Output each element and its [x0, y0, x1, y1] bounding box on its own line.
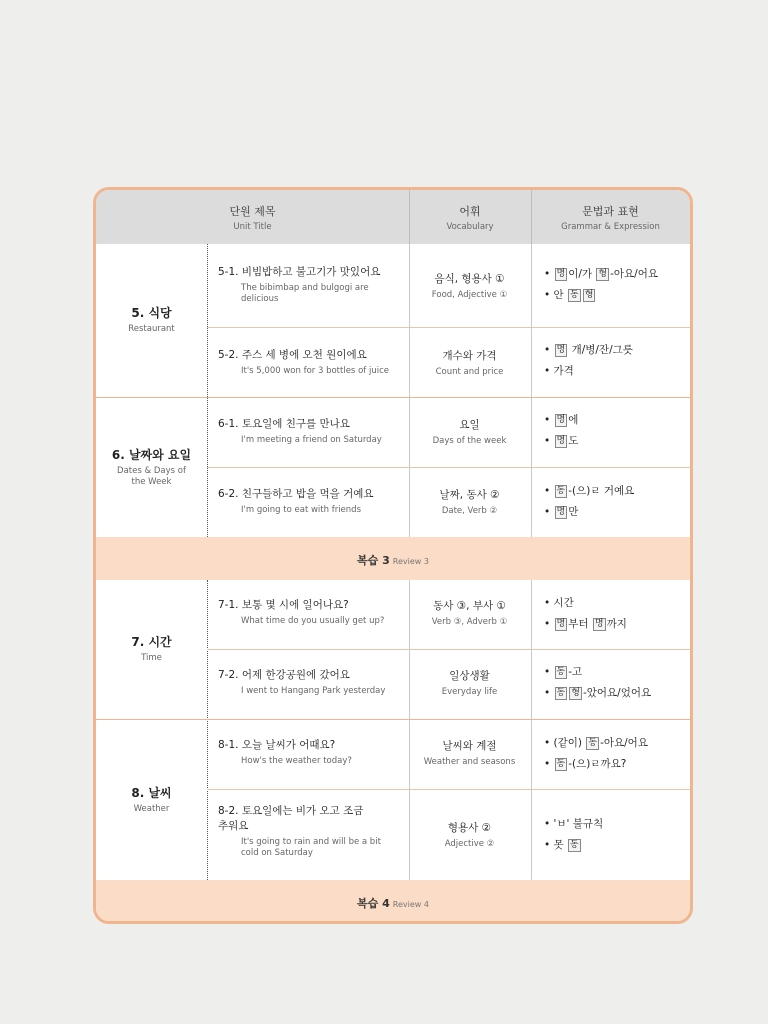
- vocab-ko: 일상생활: [449, 670, 490, 682]
- vocab-ko: 날짜, 동사 ②: [439, 489, 500, 501]
- grammar-text: • (같이): [544, 737, 586, 749]
- row-divider: [207, 327, 690, 328]
- column-divider: [531, 244, 532, 537]
- review-title-ko: 복습 4: [357, 897, 390, 910]
- vocab-en: Days of the week: [432, 436, 507, 446]
- unit-title-ko: 6. 날짜와 요일: [111, 448, 192, 462]
- unit-divider: [96, 397, 690, 398]
- grammar-line: [544, 683, 684, 704]
- grammar-text: •: [544, 344, 554, 356]
- grammar-text: 부터: [568, 618, 592, 630]
- review-3-band: [96, 537, 690, 580]
- grammar-text: •: [544, 414, 554, 426]
- grammar-text: -아요/어요: [600, 737, 648, 749]
- header-grammar: [531, 190, 690, 244]
- table-of-contents: [93, 187, 693, 924]
- grammar-line: [544, 481, 684, 502]
- unit-title-ko: 7. 시간: [131, 635, 172, 649]
- header-unit-title: [96, 190, 409, 244]
- vocab-8-1: [409, 738, 530, 767]
- lesson-5-2: [218, 348, 398, 377]
- grammar-line: [544, 754, 684, 775]
- part-of-speech-tag: 명: [556, 345, 566, 355]
- lesson-title-ko: 5-1. 비빔밥하고 불고기가 맛있어요: [218, 266, 381, 278]
- lesson-title-ko: 8-1. 오늘 날씨가 어때요?: [218, 739, 336, 751]
- vocab-6-1: [409, 417, 530, 446]
- vocab-ko: 형용사 ②: [447, 822, 492, 834]
- vocab-6-2: [409, 487, 530, 516]
- lesson-title-ko: 7-2. 어제 한강공원에 갔어요: [218, 669, 350, 681]
- grammar-text: • 'ㅂ' 불규칙: [544, 818, 604, 830]
- grammar-line: [544, 410, 684, 431]
- vocab-en: Count and price: [435, 367, 504, 377]
- grammar-text: -(으)ㄹ 거예요: [568, 485, 635, 497]
- lesson-title-en: What time do you usually get up?: [241, 616, 385, 626]
- header-divider: [409, 190, 410, 244]
- lesson-8-1: [218, 738, 398, 767]
- header-unit-title-en: Unit Title: [233, 222, 272, 232]
- lesson-title-en: It's going to rain and will be a bit cold on Saturday: [241, 837, 381, 858]
- grammar-text: -아요/어요: [610, 268, 659, 280]
- lesson-7-1: [218, 598, 398, 627]
- part-of-speech-tag: 명: [556, 415, 566, 425]
- column-divider: [207, 244, 208, 537]
- vocab-8-2: [409, 820, 530, 849]
- unit-title-en: Dates & Days of the Week: [117, 466, 186, 487]
- lesson-title-en: It's 5,000 won for 3 bottles of juice: [241, 366, 389, 376]
- lesson-7-2: [218, 668, 398, 697]
- grammar-text: -고: [568, 666, 583, 678]
- vocab-en: Everyday life: [441, 687, 498, 697]
- grammar-text: 이/가: [568, 268, 596, 280]
- part-of-speech-tag: 동: [556, 759, 566, 769]
- vocab-ko: 날씨와 계절: [442, 740, 497, 752]
- grammar-text: •: [544, 268, 554, 280]
- grammar-text: •: [544, 618, 554, 630]
- grammar-text: •: [544, 687, 554, 699]
- part-of-speech-tag: 명: [556, 507, 566, 517]
- grammar-text: 에: [568, 414, 579, 426]
- vocab-en: Food, Adjective ①: [431, 290, 508, 300]
- header-grammar-en: Grammar & Expression: [561, 222, 660, 232]
- grammar-text: • 못: [544, 839, 568, 851]
- vocab-ko: 동사 ③, 부사 ①: [433, 600, 506, 612]
- lesson-5-1: [218, 265, 398, 305]
- lesson-title-ko: 6-1. 토요일에 친구를 만나요: [218, 418, 350, 430]
- review-title-ko: 복습 3: [357, 554, 390, 567]
- grammar-line: [544, 662, 684, 683]
- part-of-speech-tag: 동: [570, 290, 579, 300]
- unit-title-en: Weather: [133, 804, 170, 814]
- vocab-5-1: [409, 271, 530, 300]
- lesson-title-en: The bibimbap and bulgogi are delicious: [241, 283, 369, 304]
- grammar-line: [544, 340, 684, 361]
- vocab-7-1: [409, 598, 530, 627]
- grammar-5-1: [544, 264, 684, 306]
- grammar-text: • 안: [544, 289, 568, 301]
- row-divider: [207, 789, 690, 790]
- vocab-ko: 개수와 가격: [442, 350, 497, 362]
- grammar-line: [544, 614, 684, 635]
- lesson-title-ko: 7-1. 보통 몇 시에 일어나요?: [218, 599, 349, 611]
- vocab-7-2: [409, 668, 530, 697]
- grammar-text: 도: [568, 435, 579, 447]
- grammar-text: •: [544, 758, 554, 770]
- part-of-speech-tag: 명: [556, 436, 566, 446]
- header-grammar-ko: 문법과 표현: [582, 205, 639, 218]
- unit-8-title: [96, 784, 207, 815]
- grammar-text: •: [544, 485, 554, 497]
- review-title-en: Review 4: [392, 900, 429, 909]
- unit-title-ko: 8. 날씨: [131, 786, 172, 800]
- lesson-title-en: I'm meeting a friend on Saturday: [241, 435, 382, 445]
- vocab-ko: 요일: [459, 419, 480, 431]
- vocab-en: Adjective ②: [444, 839, 495, 849]
- part-of-speech-tag: 명: [556, 619, 566, 629]
- grammar-text: • 시간: [544, 597, 574, 609]
- part-of-speech-tag: 동: [556, 667, 566, 677]
- lesson-title-ko: 8-2. 토요일에는 비가 오고 조금 추워요: [218, 805, 364, 832]
- grammar-line: [544, 502, 684, 523]
- part-of-speech-tag: 동: [556, 486, 566, 496]
- part-of-speech-tag: 동: [570, 840, 579, 850]
- header-divider: [531, 190, 532, 244]
- review-4-band: [96, 880, 690, 924]
- part-of-speech-tag: 형: [598, 269, 608, 279]
- grammar-text: •: [544, 666, 554, 678]
- vocab-en: Verb ③, Adverb ①: [431, 617, 508, 627]
- grammar-line: [544, 361, 684, 382]
- grammar-line: [544, 835, 684, 856]
- grammar-7-2: [544, 662, 684, 704]
- part-of-speech-tag: 명: [556, 269, 566, 279]
- lesson-title-ko: 6-2. 친구들하고 밥을 먹을 거예요: [218, 488, 374, 500]
- vocab-5-2: [409, 348, 530, 377]
- grammar-text: -(으)ㄹ까요?: [568, 758, 627, 770]
- grammar-text: 개/병/잔/그릇: [568, 344, 633, 356]
- header-vocab-ko: 어휘: [459, 205, 481, 218]
- grammar-line: [544, 285, 684, 306]
- row-divider: [207, 649, 690, 650]
- lesson-title-ko: 5-2. 주스 세 병에 오천 원이에요: [218, 349, 367, 361]
- header-vocab-en: Vocabulary: [446, 222, 494, 232]
- part-of-speech-tag: 동: [588, 738, 598, 748]
- grammar-8-2: [544, 814, 684, 856]
- part-of-speech-tag: 형: [571, 688, 580, 698]
- lesson-6-2: [218, 487, 398, 516]
- header-vocabulary: [409, 190, 531, 244]
- unit-divider: [96, 719, 690, 720]
- vocab-en: Date, Verb ②: [441, 506, 498, 516]
- unit-title-en: Time: [141, 653, 162, 663]
- vocab-ko: 음식, 형용사 ①: [434, 273, 505, 285]
- grammar-text: • 가격: [544, 365, 574, 377]
- grammar-line: [544, 814, 684, 835]
- grammar-text: 까지: [606, 618, 627, 630]
- grammar-6-1: [544, 410, 684, 452]
- column-divider: [207, 580, 208, 880]
- grammar-8-1: [544, 733, 684, 775]
- review-title-en: Review 3: [392, 557, 429, 566]
- lesson-6-1: [218, 417, 398, 446]
- grammar-line: [544, 733, 684, 754]
- grammar-line: [544, 264, 684, 285]
- vocab-en: Weather and seasons: [423, 757, 516, 767]
- grammar-7-1: [544, 593, 684, 635]
- lesson-title-en: I went to Hangang Park yesterday: [241, 686, 386, 696]
- row-divider: [207, 467, 690, 468]
- grammar-6-2: [544, 481, 684, 523]
- part-of-speech-tag: 동: [556, 688, 566, 698]
- table-header: [96, 190, 690, 244]
- unit-title-ko: 5. 식당: [131, 306, 172, 320]
- grammar-5-2: [544, 340, 684, 382]
- unit-title-en: Restaurant: [128, 324, 175, 334]
- grammar-text: •: [544, 435, 554, 447]
- grammar-line: [544, 593, 684, 614]
- grammar-text: -았어요/었어요: [582, 687, 652, 699]
- unit-7-title: [96, 633, 207, 664]
- lesson-title-en: How's the weather today?: [241, 756, 352, 766]
- unit-6-title: [96, 446, 207, 488]
- header-unit-title-ko: 단원 제목: [229, 205, 276, 218]
- part-of-speech-tag: 형: [584, 290, 594, 300]
- lesson-8-2: [218, 804, 388, 859]
- grammar-text: 만: [568, 506, 579, 518]
- part-of-speech-tag: 명: [594, 619, 604, 629]
- column-divider: [531, 580, 532, 880]
- lesson-title-en: I'm going to eat with friends: [241, 505, 362, 515]
- grammar-text: •: [544, 506, 554, 518]
- grammar-line: [544, 431, 684, 452]
- unit-5-title: [96, 304, 207, 335]
